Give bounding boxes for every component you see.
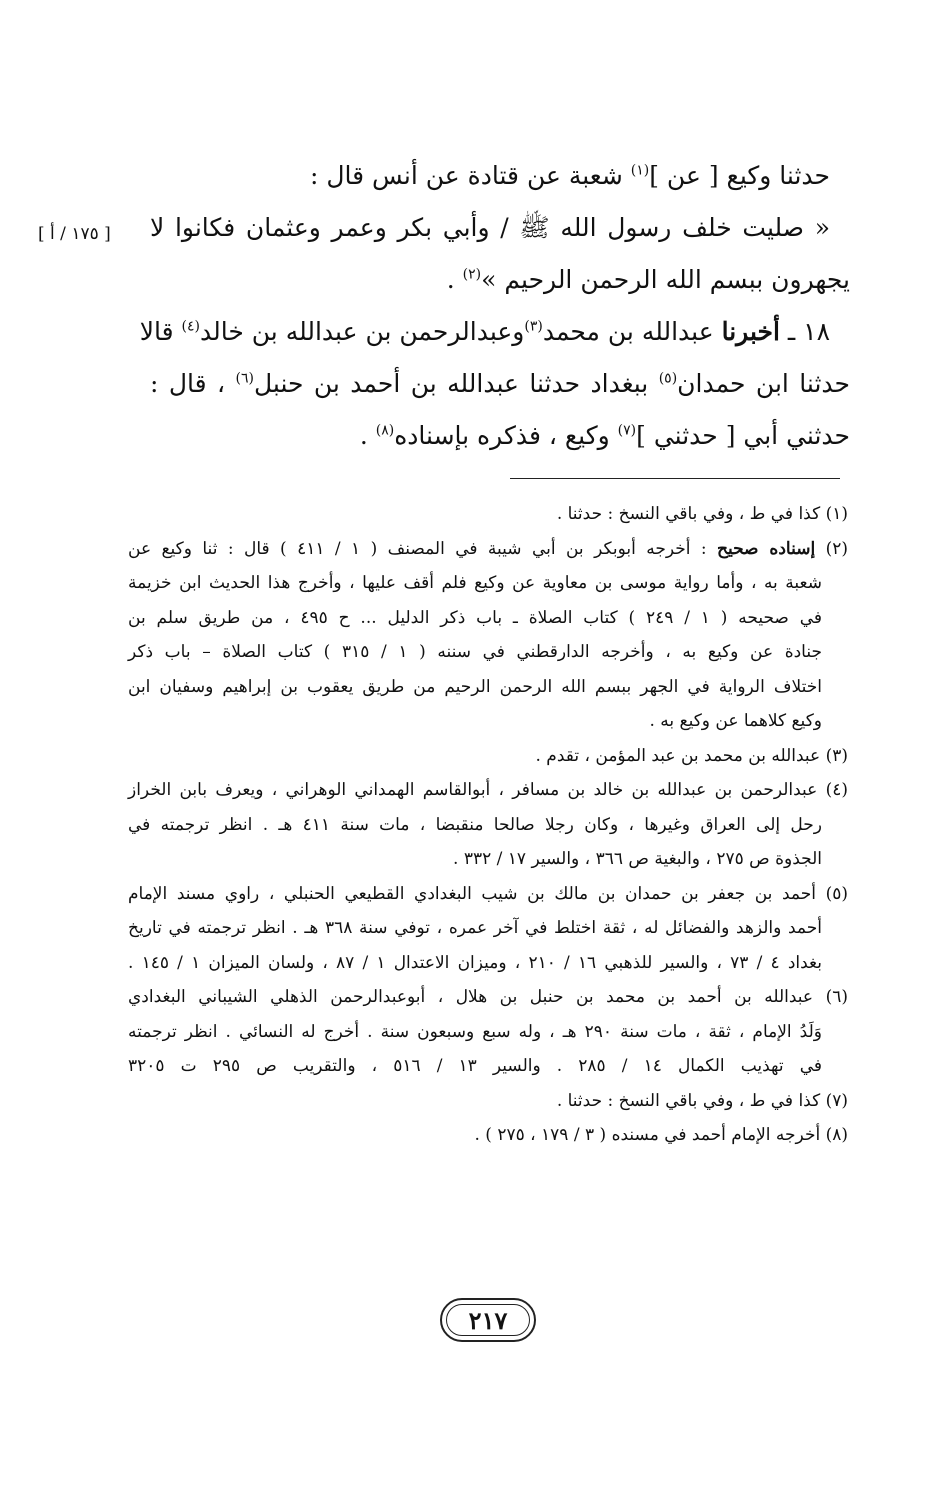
footnote-5-line-2: أحمد والزهد والفضائل له ، ثقة اختلط في آخر عمره ، توفي سنة ٣٦٨ هـ . انظر ترجمته في تاريخ [128,918,822,938]
footnote-2-grading: إسناده صحيح [716,538,816,559]
footnote-6-line-2: وَلَدُ الإمام ، ثقة ، مات سنة ٢٩٠ هـ ، وله سبع وسبعون سنة . أخرج له النسائي . انظر ترجمته [128,1021,822,1042]
footnote-ref-8: (٨) [375,422,395,439]
footnote-ref-2: (٢) [462,266,482,283]
footnote-2-text: : أخرجه أبوبكر بن أبي شيبة في المصنف ( ١ / ٤١١ ) قال : ثنا وكيع عن [128,538,717,559]
footnote-2-line-1 [128,532,848,567]
footnote-4-line-2: رحل إلى العراق وغيرها ، وكان رجلا صالحا منقبضا ، مات سنة ٤١١ هـ . انظر ترجمته في [128,814,823,835]
footnotes [128,497,848,1153]
footnote-2-line-6: وكيع كلاهما عن وكيع به . [649,711,822,731]
main-line-4-b: وعبدالرحمن بن عبدالله بن خالد [200,317,525,346]
main-line-5-c: ، قال : [150,369,236,398]
footnote-ref-5: (٥) [658,370,678,387]
footnote-5-line-1: (٥) أحمد بن جعفر بن حمدان بن مالك بن شيب البغدادي القطيعي الحنبلي ، راوي مسند الإمام [128,883,848,904]
footnote-separator [510,478,840,479]
main-line-5 [150,358,850,410]
footnote-ref-1: (١) [630,162,650,179]
footnote-1: (١) كذا في ط ، وفي باقي النسخ : حدثنا . [556,504,848,524]
footnote-6-line-1: (٦) عبدالله بن أحمد بن محمد بن حنبل بن هلال ، أبوعبدالرحمن الذهلي الشيباني البغدادي [128,987,848,1007]
footnote-3: (٣) عبدالله بن محمد بن عبد المؤمن ، تقدم . [535,745,848,766]
footnote-2-line-5: اختلاف الرواية في الجهر ببسم الله الرحمن الرحيم من طريق يعقوب بن إبراهيم وسفيان ابن [128,676,822,697]
main-line-3 [150,254,850,306]
footnote-2-number: (٢) [815,538,849,559]
main-line-5-a: حدثنا ابن حمدان [677,369,850,398]
footnote-ref-4: (٤) [181,318,200,335]
footnote-ref-6: (٦) [235,370,254,387]
main-line-3-b: . [446,265,463,294]
main-line-4-c: قالا [139,317,182,346]
footnote-ref-7: (٧) [617,422,637,439]
akhbarana-keyword: أخبرنا [721,317,780,346]
main-line-1-a: حدثنا وكيع [ عن ] [649,161,830,190]
hadith-number: ١٨ ـ [779,317,830,346]
footnote-2-line-3: في صحيحه ( ١ / ٢٤٩ ) كتاب الصلاة ـ باب ذكر الدليل ... ح ٤٩٥ ، من طريق سلم بن [128,607,822,628]
footnote-5-line-3: بغداد ٤ / ٧٣ ، والسير للذهبي ١٦ / ٢١٠ ، وميزان الاعتدال ١ / ٨٧ ، ولسان الميزان ١ / ١٤٥ . [128,952,822,973]
main-line-6 [150,410,850,462]
main-line-2 [150,202,850,254]
footnote-7: (٧) كذا في ط ، وفي باقي النسخ : حدثنا . [556,1090,848,1111]
main-line-6-c: . [359,421,376,450]
footnote-ref-3: (٣) [524,318,543,335]
main-line-5-b: ببغداد حدثنا عبدالله بن أحمد بن حنبل [253,369,659,398]
main-line-6-b: وكيع ، فذكره بإسناده [394,421,618,450]
page-number: ٢١٧ [468,1305,508,1335]
manuscript-folio-marker: [ ١٧٥ / أ ] [38,224,111,244]
footnote-6-line-3: في تهذيب الكمال ١٤ / ٢٨٥ . والسير ١٣ / ٥١٦ ، والتقريب ص ٢٩٥ ت ٣٢٠٥ [128,1056,822,1076]
footnote-2-line-2: شعبة به ، وأما رواية موسى بن معاوية عن وكيع فلم أقف عليها ، وأخرج هذا الحديث ابن خزيمة [128,573,822,593]
main-line-2-a: « صليت خلف رسول الله ﷺ / وأبي بكر وعمر وعثمان فكانوا لا [150,213,830,242]
main-line-3-a: يجهرون ببسم الله الرحمن الرحيم » [481,265,850,294]
main-line-1-b: شعبة عن قتادة عن أنس قال : [310,161,631,190]
main-line-6-a: حدثني أبي [ حدثني ] [636,421,850,450]
page-number-badge [440,1298,536,1342]
main-line-4-a: عبدالله بن محمد [542,317,722,346]
main-text [139,150,850,462]
footnote-8: (٨) أخرجه الإمام أحمد في مسنده ( ٣ / ١٧٩ ، ٢٧٥ ) . [474,1125,848,1145]
main-line-1 [150,150,850,202]
main-line-4 [139,306,850,358]
footnote-2-line-4: جنادة عن وكيع به ، وأخرجه الدارقطني في سننه ( ١ / ٣١٥ ) كتاب الصلاة – باب ذكر [128,642,822,662]
footnote-4-line-1: (٤) عبدالرحمن بن عبدالله بن خالد بن مسافر ، أبوالقاسم الهمداني الوهراني ، ويعرف بابن الخراز [128,780,848,800]
footnote-4-line-3: الجذوة ص ٢٧٥ ، والبغية ص ٣٦٦ ، والسير ١٧ / ٣٣٢ . [453,849,822,869]
